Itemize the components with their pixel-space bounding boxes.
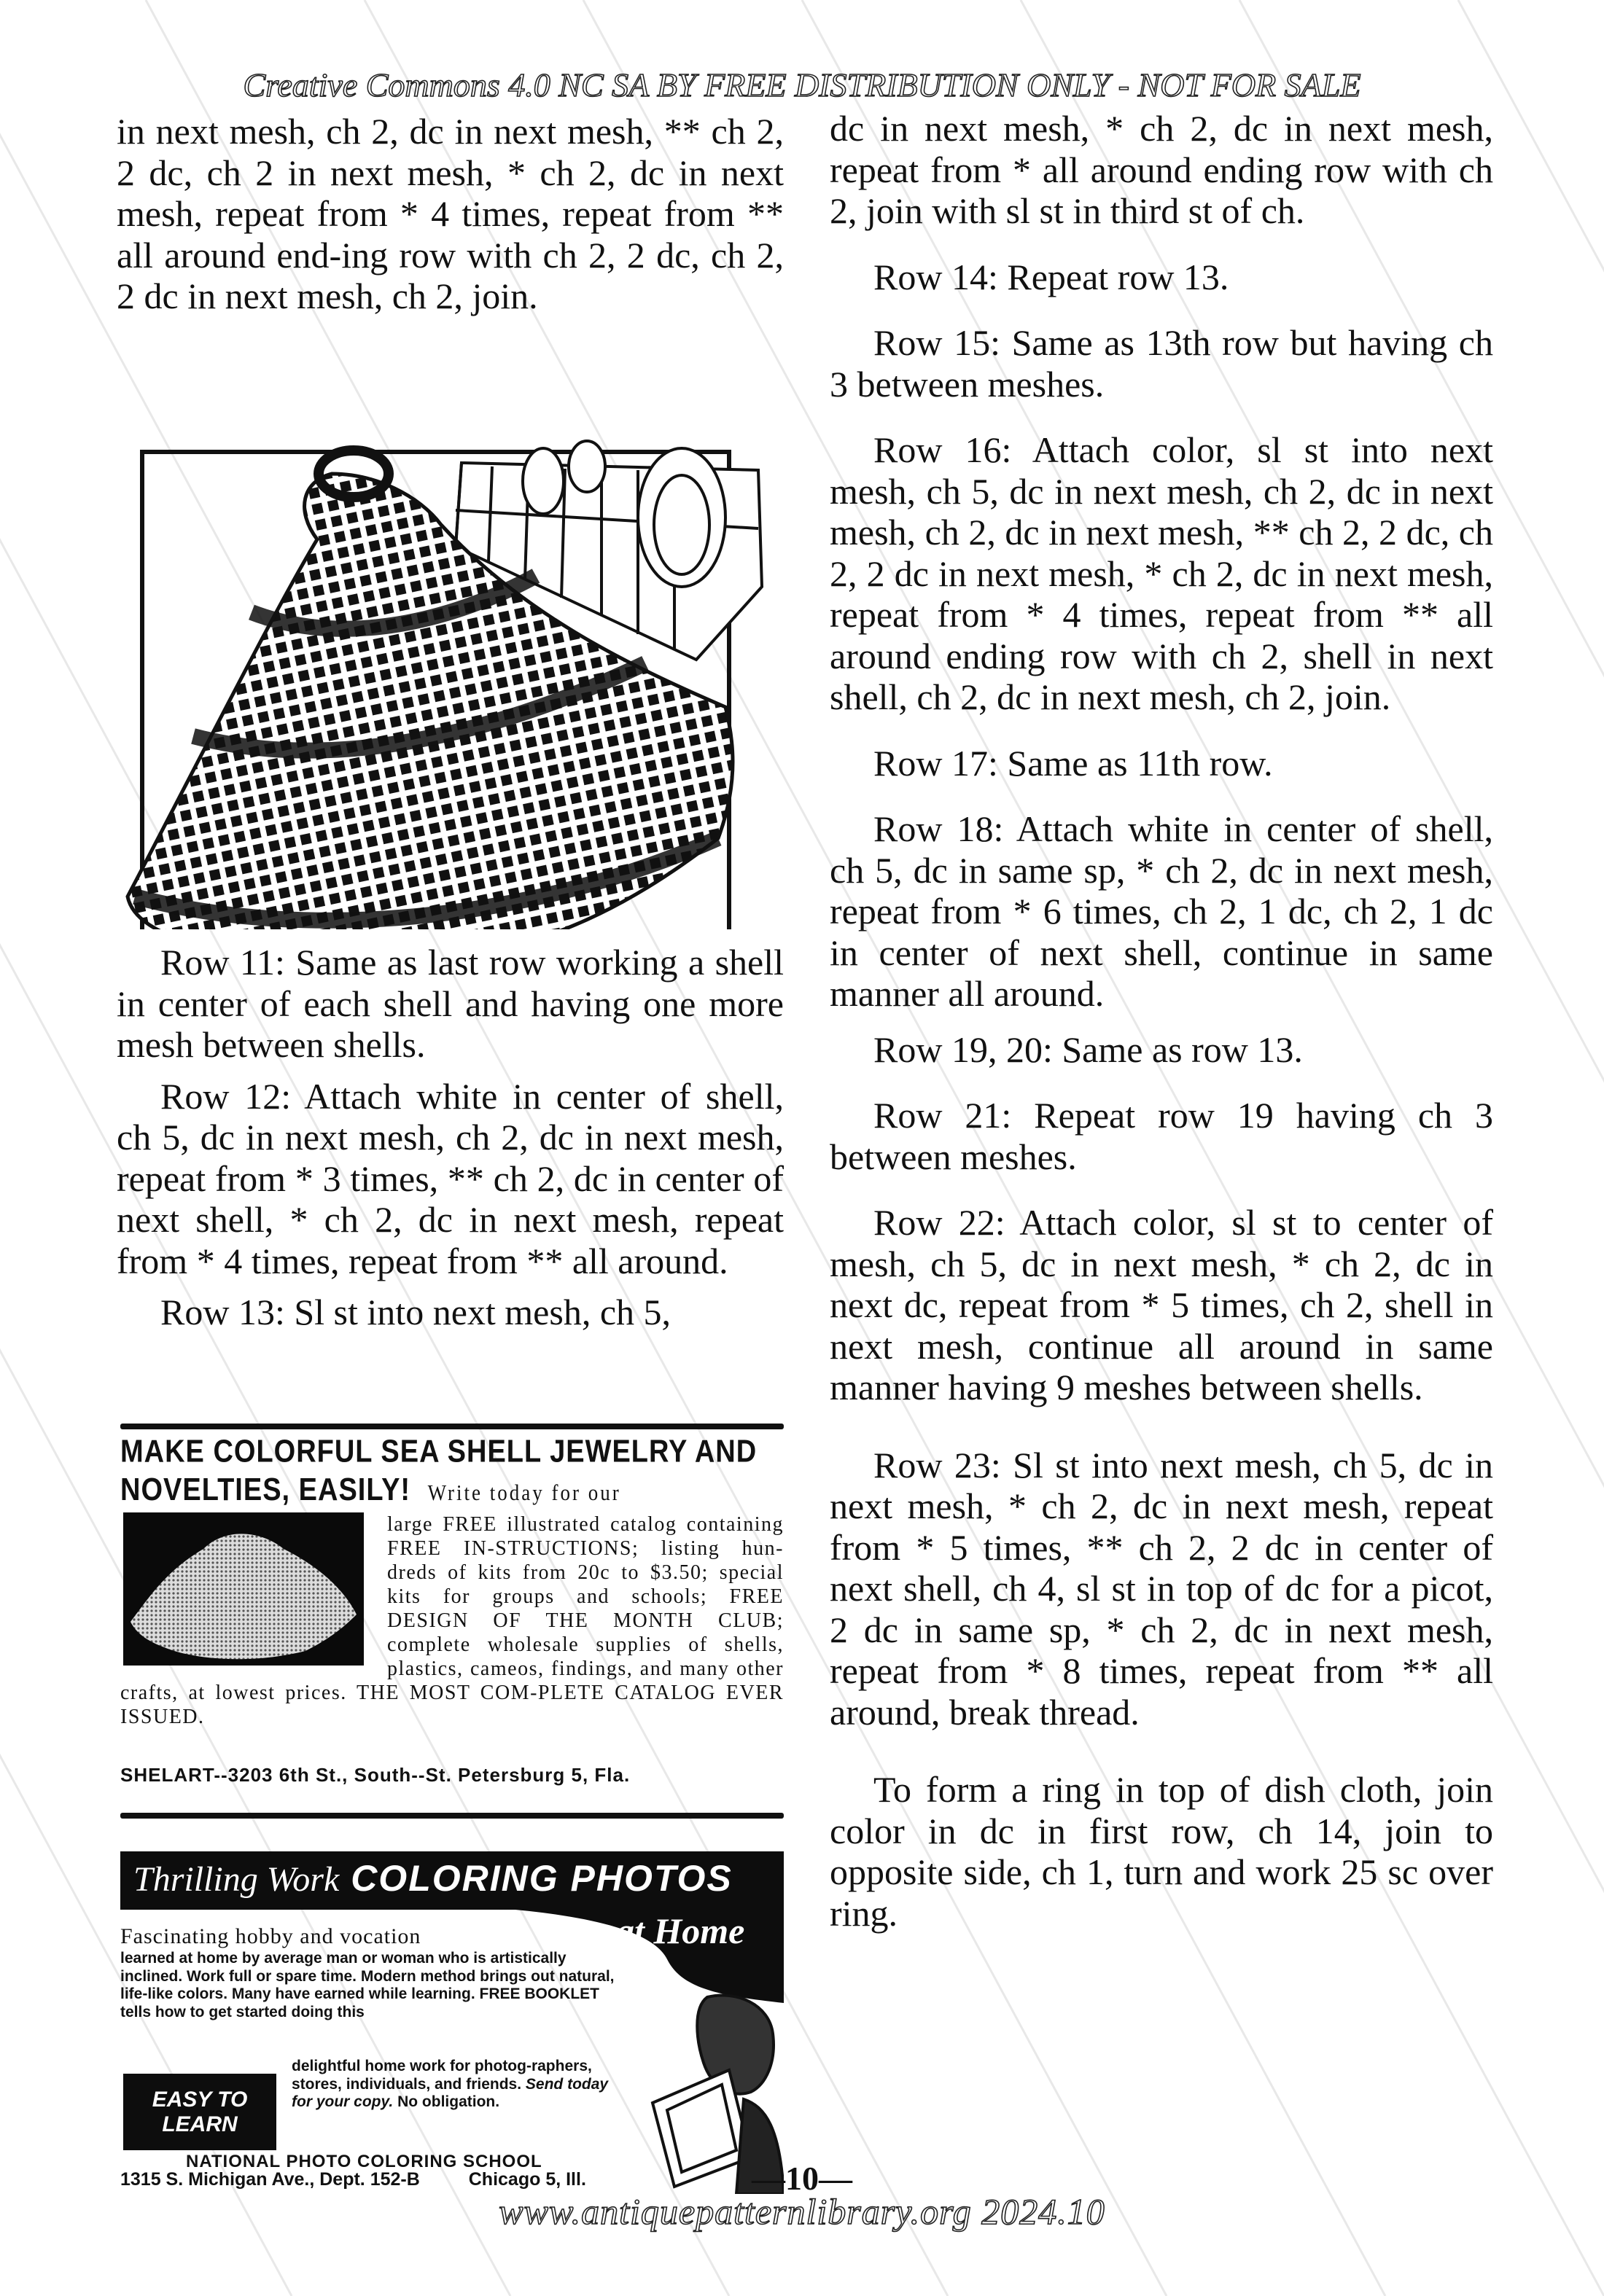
row-label: Row 12: xyxy=(160,1075,292,1117)
street-address: 1315 S. Michigan Ave., Dept. 152-B xyxy=(120,2169,420,2190)
dishcloth-illustration xyxy=(113,430,795,929)
row-text: Attach color, sl st to center of mesh, ch 5, dc in next mesh, * ch 2, dc in next dc, repeat from * 5 times, ch 2, shell in next mesh, continue all around in same manner having 9 meshes between shells. xyxy=(830,1202,1493,1407)
ad-body-text: large FREE illustrated catalog containing FREE IN-STRUCTIONS; listing hun-dreds of kits from 20c to $3.50; special kits for groups and schools; FREE DESIGN OF THE MONTH CLUB; complete wholesale supplies of shells, plastics, cameos, findings, and many other crafts, at lowest prices. THE MOST COM-PLETE CATALOG EVER ISSUED. xyxy=(120,1513,784,1728)
paragraph: in next mesh, ch 2, dc in next mesh, ** ch 2, 2 dc, ch 2 in next mesh, * ch 2, dc in next mesh, repeat from * 4 times, repeat from ** all around end-ing row with ch 2, 2 dc, ch 2, 2 dc in next mesh, ch 2, join. xyxy=(117,111,784,316)
pattern-row-17 xyxy=(830,743,1493,784)
pattern-row-19-20 xyxy=(830,1029,1493,1071)
pattern-row-21 xyxy=(830,1095,1493,1177)
row-text: Same as 11th row. xyxy=(1007,742,1273,784)
ad-address: SHELART--3203 6th St., South--St. Petersburg 5, Fla. xyxy=(120,1764,631,1786)
photo-coloring-advertisement xyxy=(120,1851,784,2190)
row-label: Row 13: xyxy=(160,1292,285,1332)
row-text: Sl st into next mesh, ch 5, xyxy=(294,1292,671,1332)
row-label: Row 18: xyxy=(873,808,1004,849)
row-text: Repeat row 19 having ch 3 between meshes. xyxy=(830,1095,1493,1177)
license-notice: Creative Commons 4.0 NC SA BY FREE DISTRIBUTION ONLY - NOT FOR SALE xyxy=(243,66,1361,104)
ad-body: learned at home by average man or woman who is artistically inclined. Work full or spare time. Modern method brings out natural, life-like colors. Many have earned while learning. FREE BOOKLET tells how to get started doing this xyxy=(120,1950,615,2020)
row-text: Same as 13th row but having ch 3 between meshes. xyxy=(830,322,1493,405)
row-label: Row 17: xyxy=(873,742,998,784)
pattern-row-22 xyxy=(830,1202,1493,1408)
ad-headline-line1: MAKE COLORFUL SEA SHELL JEWELRY AND xyxy=(120,1434,758,1469)
ad-body-continued xyxy=(292,2058,627,2112)
ad-body2-text: delightful home work for photog-raphers, stores, individuals, and friends. xyxy=(292,2058,592,2093)
row-text: Attach color, sl st into next mesh, ch 5, dc in next mesh, ch 2, dc in next mesh, ch 2, dc in next mesh, ** ch 2, 2 dc, ch 2, 2 dc in next mesh, * ch 2, dc in next mesh, repeat from * 4 times, repeat from ** all around ending row with ch 2, shell in next shell, ch 2, dc in next mesh, ch 2, join. xyxy=(830,429,1494,717)
ad-divider-rule xyxy=(120,1813,784,1819)
pattern-row-18 xyxy=(830,808,1493,1015)
row-label: Row 16: xyxy=(873,429,1012,470)
row-text: Attach white in center of shell, ch 5, dc in same sp, * ch 2, dc in next mesh, repeat from * 6 times, ch 2, 1 dc, ch 2, 1 dc in center of next shell, continue in same manner all around. xyxy=(830,808,1493,1014)
easy-to-learn-badge xyxy=(123,2074,276,2150)
row-text: Repeat row 13. xyxy=(1007,256,1229,297)
ad-divider-rule xyxy=(120,1424,784,1429)
row-label: Row 15: xyxy=(873,322,1000,363)
ad-title xyxy=(133,1857,733,1899)
pattern-row-14 xyxy=(830,257,1493,298)
pattern-row-15 xyxy=(830,322,1493,405)
row-label: Row 21: xyxy=(873,1095,1012,1136)
ad-body2-end: No obligation. xyxy=(397,2093,500,2110)
city: Chicago 5, Ill. xyxy=(468,2169,586,2190)
row-text: Attach white in center of shell, ch 5, dc in next mesh, ch 2, dc in next mesh, repeat from * 3 times, ** ch 2, dc in center of next shell, * ch 2, dc in next mesh, repeat from * 4 times, repeat from ** all around. xyxy=(117,1075,784,1281)
pattern-row-13 xyxy=(117,1292,784,1333)
closing-instructions: To form a ring in top of dish cloth, join color in dc in first row, ch 14, join to opposite side, ch 1, turn and work 25 sc over ring. xyxy=(830,1769,1493,1934)
row-label: Row 19, 20: xyxy=(873,1028,1053,1070)
dishcloth-drawing-icon xyxy=(113,430,795,929)
ad-headline xyxy=(120,1432,784,1512)
shell-jewelry-photo xyxy=(123,1512,364,1666)
ad-headline-line2: NOVELTIES, EASILY! xyxy=(120,1472,411,1508)
footer-url-stamp: www.antiquepatternlibrary.org 2024.10 xyxy=(499,2191,1105,2232)
badge-line2: LEARN xyxy=(162,2112,238,2136)
pattern-row-11 xyxy=(117,942,784,1066)
row-label: Row 11: xyxy=(160,942,285,983)
shelart-advertisement xyxy=(120,1432,784,1797)
pattern-row-12 xyxy=(117,1076,784,1282)
pattern-row-23 xyxy=(830,1445,1493,1733)
paragraph-continuation: dc in next mesh, * ch 2, dc in next mesh, repeat from * all around ending row with ch 2, join with sl st in third st of ch. xyxy=(830,108,1493,231)
shell-photo-icon xyxy=(123,1512,364,1666)
row-label: Row 23: xyxy=(873,1444,1001,1485)
ad-body xyxy=(120,1512,784,1729)
left-column-rows xyxy=(117,942,784,1333)
row-label: Row 22: xyxy=(873,1202,1005,1243)
ad-lead: Write today for our xyxy=(427,1480,621,1506)
ad-title-tail: at Home xyxy=(616,1910,745,1951)
row-label: Row 14: xyxy=(873,256,998,297)
row-text: Sl st into next mesh, ch 5, dc in next mesh, * ch 2, dc in next mesh, repeat from * 5 times, ** ch 2, 2 dc in center of next shell, ch 4, sl st in top of dc for a picot, 2 dc in same sp, * ch 2, dc in next mesh, repeat from * 8 times, repeat from ** all around, break thread. xyxy=(830,1444,1493,1733)
badge-line1: EASY TO xyxy=(152,2087,248,2112)
ad-title-script: Thrilling Work xyxy=(133,1860,340,1899)
row-text: Same as row 13. xyxy=(1062,1028,1303,1070)
row-text: Same as last row working a shell in center of each shell and having one more mesh between shells. xyxy=(117,942,785,1065)
ad-lead: Fascinating hobby and vocation xyxy=(120,1924,421,1948)
page-number: —10— xyxy=(752,2160,852,2197)
left-column-continuation xyxy=(117,111,784,317)
right-column xyxy=(830,108,1493,1934)
pattern-row-16 xyxy=(830,429,1493,718)
ad-body2-italic: Send today for your copy. xyxy=(292,2075,609,2110)
school-name: NATIONAL PHOTO COLORING SCHOOL xyxy=(186,2152,542,2171)
ad-title-bold: COLORING PHOTOS xyxy=(351,1858,733,1899)
